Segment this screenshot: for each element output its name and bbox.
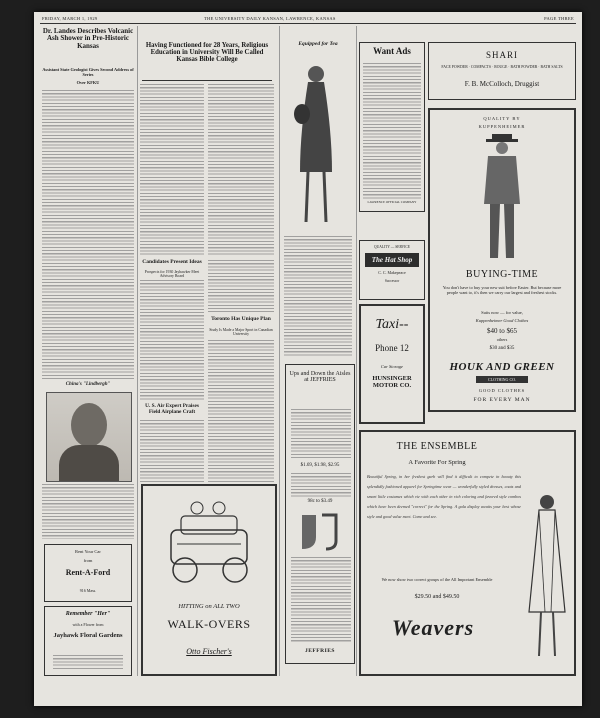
- header-masthead: THE UNIVERSITY DAILY KANSAN, LAWRENCE, KANSAS: [204, 16, 336, 21]
- shari-products: FACE POWDER · COMPACTS · ROUGE · BATH POWDER · BATH SALTS: [441, 65, 563, 69]
- column-rule-2: [279, 26, 280, 676]
- ensemble-subtitle: A Favorite For Spring: [408, 459, 466, 466]
- kuppenheimer-body: You don't have to buy your new suit before Easter. But because more people want to, it's then we carry our largest and freshest stocks.: [442, 285, 562, 295]
- jefferies-ad: [285, 364, 355, 664]
- taxi-company: HUNSINGER MOTOR CO.: [372, 375, 412, 389]
- hat-shop-owner-title: Successor: [384, 279, 400, 283]
- taxi-title: Taxi--: [375, 317, 409, 332]
- jefferies-text-3: [291, 557, 351, 643]
- headline-rule: [142, 80, 272, 81]
- walkover-store: Otto Fischer's: [186, 647, 232, 656]
- candidates-text: [140, 280, 204, 400]
- rent-a-ford-ad: [44, 544, 132, 602]
- hat-shop-ad: [359, 240, 425, 300]
- hat-shop-name: The Hat Shop: [365, 253, 419, 267]
- ensemble-show-text: We now show two correct groups of the All Important Ensemble: [381, 577, 493, 582]
- candidates-subhead: Prospects for 1930 Jayhawker Meet Advisory Board: [144, 270, 200, 279]
- ensemble-body: Beautiful Spring, in her freshest garb will find it difficult to compete in beauty this splendidly fashioned apparel for Springtime wear — wonderfully styled dresses, coats and smart little costumes which vie with each other in rich coloring and favored style combos which have been deemed "correct" for the Spring. A gala display awaits your best whose style and good value meet. Come and see.: [367, 474, 521, 519]
- fashion-text: [284, 236, 352, 356]
- jefferies-title: Ups and Down the Aisles at JEFFRIES: [289, 371, 351, 384]
- kuppenheimer-tag-2: KUPPENHEIMER: [478, 124, 526, 129]
- kuppenheimer-line: Kuppenheimer Good Clothes: [475, 318, 529, 323]
- aviation-text: [140, 420, 204, 482]
- kuppenheimer-suits: Suits now — for value,: [481, 310, 523, 315]
- header-rule: [40, 23, 576, 24]
- walkover-brand: WALK-OVERS: [167, 617, 251, 631]
- kuppenheimer-others: others: [496, 337, 508, 342]
- kuppenheimer-footer-2: FOR EVERY MAN: [473, 397, 531, 403]
- header-date: FRIDAY, MARCH 1, 1929: [42, 16, 98, 21]
- hosiery-illustration: [296, 511, 344, 553]
- kuppenheimer-tag-1: QUALITY BY: [483, 116, 521, 121]
- man-in-suit-illustration: [474, 134, 530, 262]
- header-page-number: PAGE THREE: [544, 16, 574, 21]
- taxi-ad: [359, 304, 425, 424]
- kuppenheimer-price-1: $40 to $65: [487, 327, 517, 335]
- kuppenheimer-ad: [428, 108, 576, 412]
- hat-shop-tag: QUALITY — SERVICE: [374, 245, 410, 249]
- bible-college-headline: Having Functioned for 28 Years, Religious Education in University Will Be Called Kansas Bible College: [145, 42, 269, 64]
- column-rule-1: [137, 26, 138, 676]
- kuppenheimer-footer-1: GOOD CLOTHES: [478, 388, 526, 393]
- jefferies-text-2: [291, 473, 351, 497]
- kuppenheimer-price-2: $30 and $35: [489, 346, 515, 351]
- landes-article-text: [42, 90, 134, 380]
- toronto-text: [208, 340, 274, 482]
- shari-store: F. B. McColloch, Druggist: [464, 80, 540, 88]
- candidates-headline: Candidates Present Ideas: [142, 259, 202, 265]
- bible-college-text-right: [208, 84, 274, 256]
- fashion-illustration: [286, 52, 352, 232]
- kuppenheimer-headline: BUYING-TIME: [465, 269, 539, 280]
- houk-green-logo-sub: CLOTHING CO.: [476, 376, 528, 383]
- florist-with-text: with a Flower from: [72, 622, 104, 627]
- ensemble-woman-illustration: [521, 492, 573, 662]
- rent-address: 916 Mass.: [79, 588, 97, 593]
- toronto-subhead: Study Is Made a Major Sport in Canadian University: [209, 328, 273, 337]
- cartoon-car-illustration: [157, 496, 261, 592]
- taxi-storage: Car Storage: [380, 364, 404, 369]
- weavers-logo: Weavers: [391, 615, 475, 640]
- jefferies-logo: JEFFRIES: [305, 648, 335, 654]
- rent-a-ford-name: Rent-A-Ford: [65, 568, 111, 577]
- toronto-headline: Toronto Has Unique Plan: [211, 316, 271, 322]
- want-ads-listings: [363, 63, 421, 199]
- rent-top-text: Rent Your Car: [75, 549, 101, 554]
- walkover-line-1: HITTING on ALL TWO: [178, 603, 240, 610]
- column-rule-3: [356, 26, 357, 676]
- bible-college-text-cont: [208, 260, 274, 312]
- jefferies-prices: $1.69, $1.98, $2.95: [300, 463, 340, 468]
- florist-name: Jayhawk Floral Gardens: [53, 632, 123, 639]
- landes-subhead: Assistant State Geologist Gives Second Address of Series: [42, 67, 134, 77]
- florist-ad: [44, 606, 132, 676]
- florist-title: Remember "Her": [65, 611, 111, 617]
- shari-ad: [428, 42, 576, 100]
- shari-brand: SHARI: [485, 50, 518, 60]
- newspaper-page: [34, 12, 582, 706]
- landes-headline: Dr. Landes Describes Volcanic Ash Shower in Pre-Historic Kansas: [42, 27, 134, 50]
- florist-details: [53, 655, 123, 669]
- caption-text: [42, 484, 134, 539]
- aviation-headline: U. S. Air Expert Praises Field Airplane Craft: [145, 403, 199, 415]
- houk-green-logo: HOUK AND GREEN: [449, 361, 555, 373]
- want-ads-box: [359, 42, 425, 212]
- portrait-photo: [46, 392, 132, 482]
- face-shape: [71, 403, 107, 447]
- jefferies-text-1: [291, 409, 351, 459]
- rent-from-text: from: [83, 558, 93, 563]
- taxi-phone: Phone 12: [375, 343, 409, 353]
- bible-college-text-left: [140, 84, 204, 256]
- ensemble-title: THE ENSEMBLE: [396, 441, 478, 452]
- fashion-title: Equipped for Tea: [298, 41, 338, 47]
- shoulders-shape: [59, 445, 119, 481]
- photo-caption: China's "Lindbergh": [65, 382, 111, 387]
- landes-subhead-2: Over KFKU: [76, 80, 100, 85]
- jefferies-price-2: 98c to $3.49: [307, 499, 333, 504]
- hat-shop-owner: C. C. Makepeace: [378, 270, 406, 275]
- walk-over-ad: [141, 484, 277, 676]
- want-ads-footer: LAWRENCE OFFICIAL COMPANY: [367, 200, 417, 204]
- ensemble-ad: [359, 430, 576, 676]
- ensemble-prices: $29.50 and $49.50: [414, 594, 460, 600]
- want-ads-title: Want Ads: [373, 46, 411, 56]
